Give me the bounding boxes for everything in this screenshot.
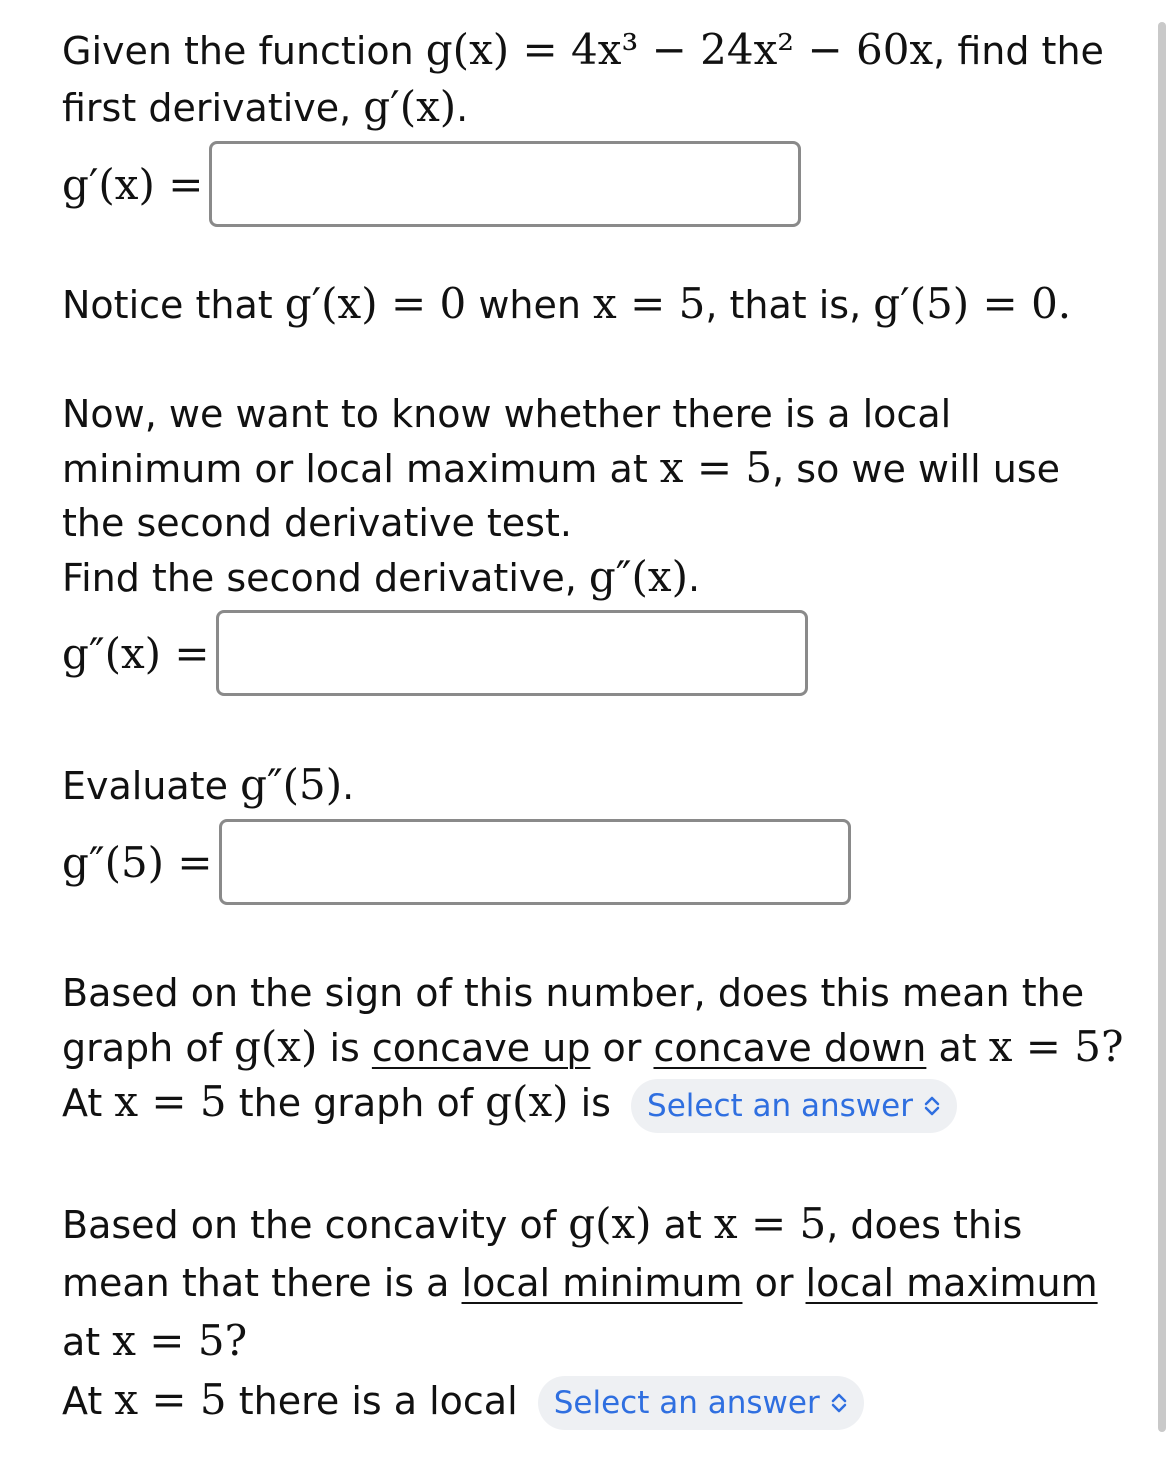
first-derivative-input[interactable] [209, 141, 801, 227]
q4-at: at [926, 1026, 989, 1070]
q3-answer-label: g″(5) = [62, 837, 213, 887]
q2-answer-label: g″(x) = [62, 628, 210, 678]
q2-prompt [62, 387, 1132, 605]
q5-expr3-var: x = [112, 1315, 198, 1365]
q2-line2: , so we will use the second derivative test. [62, 447, 1061, 545]
q4-expr2: x = 5? [988, 1022, 1124, 1071]
extremum-select-label: Select an answer [553, 1385, 820, 1421]
vertical-scrollbar[interactable] [1158, 22, 1166, 1432]
q5-or: or [742, 1260, 806, 1305]
q5-prompt [62, 1195, 1132, 1431]
q4-answer-pre: At [62, 1081, 115, 1125]
notice-expr3: g′(5) = 0. [873, 279, 1072, 328]
q2-find-post: . [687, 556, 701, 600]
notice-expr1: g′(x) = 0 [284, 279, 467, 328]
q3-answer-row [62, 814, 1132, 910]
notice-mid: when [466, 283, 594, 327]
q4-answer-post: is [568, 1081, 624, 1125]
second-derivative-at-5-input[interactable] [219, 819, 851, 905]
q1-prompt [62, 22, 1132, 136]
q3-pre: Evaluate [62, 764, 241, 808]
q5-at: at [651, 1202, 714, 1247]
q5-expr: g(x) [568, 1198, 652, 1248]
notice-expr2: x = 5 [593, 279, 706, 328]
concave-down-term: concave down [653, 1026, 927, 1070]
second-derivative-input[interactable] [216, 610, 808, 696]
concave-up-term: concave up [371, 1026, 591, 1070]
q5-answer-expr: x = 5 [114, 1374, 227, 1424]
extremum-select[interactable] [538, 1376, 864, 1430]
q5-expr2: x = 5 [713, 1198, 827, 1248]
q1-derivative-name: g′(x) [363, 82, 457, 131]
q4-answer-mid: the graph of [226, 1081, 486, 1125]
q2-answer-row [62, 605, 1132, 701]
q5-pre: Based on the concavity of [62, 1202, 569, 1247]
q5-answer-post: there is a local [226, 1378, 530, 1423]
q1-period: . [456, 86, 469, 130]
q2-find-pre: Find the second derivative, [62, 556, 589, 600]
q2-find-expr: g″(x) [588, 552, 688, 601]
q2-expr: x = 5 [659, 443, 773, 492]
q1-intro-text: Given the function [62, 29, 426, 73]
q4-mid: is [317, 1026, 372, 1070]
concavity-select-label: Select an answer [647, 1087, 913, 1124]
q3-expr: g″(5) [240, 760, 343, 809]
chevron-up-down-icon [923, 1095, 941, 1117]
question-content [62, 22, 1132, 1430]
notice-text [62, 276, 1132, 333]
local-maximum-term: local maximum [805, 1260, 1098, 1305]
q5-at2: at [62, 1319, 113, 1364]
q5-answer-pre: At [62, 1378, 115, 1423]
q5-mid: , does this mean that there is a [62, 1202, 1023, 1305]
q1-intro-post: , find the first derivative, [62, 29, 1104, 130]
q4-pre: Based on the sign of this number, does this mean the graph of [62, 971, 1085, 1070]
notice-pre: Notice that [62, 283, 285, 327]
q3-post: . [342, 764, 355, 808]
q1-function-expr: g(x) = 4x³ − 24x² − 60x [425, 25, 934, 74]
local-minimum-term: local minimum [461, 1260, 743, 1305]
q4-prompt [62, 966, 1132, 1133]
q3-prompt [62, 757, 1132, 814]
concavity-select[interactable] [631, 1079, 957, 1133]
q4-answer-expr: x = 5 [114, 1077, 227, 1126]
q2-line1: Now, we want to know whether there is a local minimum or local maximum at [62, 392, 952, 491]
q1-answer-row [62, 136, 1132, 232]
q5-expr3: 5? [197, 1315, 248, 1365]
chevron-up-down-icon [830, 1392, 848, 1414]
q4-expr: g(x) [234, 1022, 318, 1071]
q1-answer-label: g′(x) = [62, 159, 204, 209]
q4-answer-expr2: g(x) [485, 1077, 569, 1126]
q4-or: or [590, 1026, 654, 1070]
notice-mid2: , that is, [705, 283, 874, 327]
